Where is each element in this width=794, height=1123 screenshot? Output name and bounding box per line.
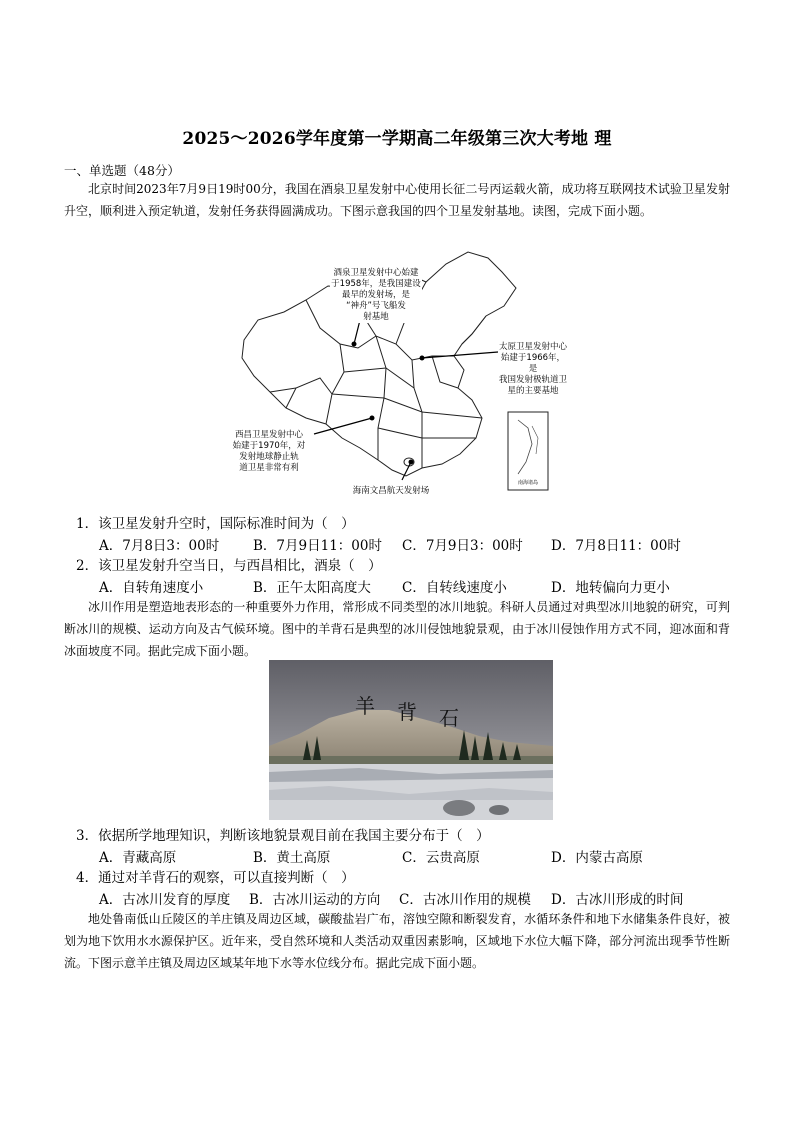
q1-option-c[interactable]: C．7月9日3：00时 bbox=[402, 538, 523, 554]
label-jiuquan: 酒泉卫星发射中心始建 于1958年，是我国建设 最早的发射场，是 “神舟”号飞船发 射基地 bbox=[331, 268, 421, 322]
q1-option-b[interactable]: B．7月9日11：00时 bbox=[253, 538, 382, 554]
q1-option-d[interactable]: D．7月8日11：00时 bbox=[551, 538, 681, 554]
photo-caption-char-1: 羊 bbox=[355, 694, 375, 718]
q4-option-d[interactable]: D．古冰川形成的时间 bbox=[551, 892, 684, 908]
photo-caption-char-2: 背 bbox=[397, 700, 417, 724]
roche-moutonnee-photo bbox=[269, 660, 553, 820]
question-4-stem: 4．通过对羊背石的观察，可以直接判断（ ） bbox=[76, 870, 355, 886]
question-2-stem: 2．该卫星发射升空当日，与西昌相比，酒泉（ ） bbox=[76, 558, 382, 574]
inset-caption: 南海诸岛 bbox=[517, 480, 538, 486]
label-wenchang: 海南文昌航天发射场 bbox=[352, 486, 430, 496]
q4-option-a[interactable]: A．古冰川发育的厚度 bbox=[99, 892, 231, 908]
q2-option-c[interactable]: C．自转线速度小 bbox=[402, 580, 507, 596]
q3-option-d[interactable]: D．内蒙古高原 bbox=[551, 850, 643, 866]
label-taiyuan: 太原卫星发射中心 始建于1966年，是 我国发射极轨道卫 星的主要基地 bbox=[498, 342, 567, 396]
question-1-stem: 1．该卫星发射升空时，国际标准时间为（ ） bbox=[76, 516, 355, 532]
q3-option-a[interactable]: A．青藏高原 bbox=[99, 850, 177, 866]
passage-glacier: 冰川作用是塑造地表形态的一种重要外力作用，常形成不同类型的冰川地貌。科研人员通过对典型冰川地貌的研究，可判断冰川的规模、运动方向及古气候环境。图中的羊背石是典型的冰川侵蚀地貌景观，由于冰川侵蚀作用方式不同，迎冰面和背冰面坡度不同。据此完成下面小题。 bbox=[64, 600, 730, 658]
q4-option-c[interactable]: C．古冰川作用的规模 bbox=[399, 892, 531, 908]
passage-satellite: 北京时间2023年7月9日19时00分，我国在酒泉卫星发射中心使用长征二号丙运载火箭，成功将互联网技术试验卫星发射升空，顺利进入预定轨道，发射任务获得圆满成功。下图示意我国的四个卫星发射基地。读图，完成下面小题。 bbox=[64, 182, 730, 218]
section-heading: 一、单选题（48分） bbox=[64, 163, 180, 178]
q2-option-d[interactable]: D．地转偏向力更小 bbox=[551, 580, 670, 596]
question-3-stem: 3．依据所学地理知识，判断该地貌景观目前在我国主要分布于（ ） bbox=[76, 828, 490, 844]
passage-groundwater: 地处鲁南低山丘陵区的羊庄镇及周边区域，碳酸盐岩广布，溶蚀空隙和断裂发育，水循环条件和地下水储集条件良好，被划为地下饮用水水源保护区。近年来，受自然环境和人类活动双重因素影响，区域地下水位大幅下降，部分河流出现季节性断流。下图示意羊庄镇及周边区域某年地下水等水位线分布。据此完成下面小题。 bbox=[64, 912, 730, 970]
q2-option-b[interactable]: B．正午太阳高度大 bbox=[253, 580, 371, 596]
photo-illustration bbox=[269, 660, 553, 820]
q1-option-a[interactable]: A．7月8日3：00时 bbox=[99, 538, 220, 554]
exam-title: 2025～2026学年度第一学期高二年级第三次大考地 理 bbox=[182, 129, 612, 149]
photo-caption-char-3: 石 bbox=[439, 706, 459, 730]
label-xichang: 西昌卫星发射中心 始建于1970年，对 发射地球静止轨 道卫星非常有利 bbox=[226, 430, 312, 474]
china-launch-sites-map bbox=[232, 248, 567, 502]
q4-option-b[interactable]: B．古冰川运动的方向 bbox=[249, 892, 381, 908]
q2-option-a[interactable]: A．自转角速度小 bbox=[99, 580, 204, 596]
q3-option-b[interactable]: B．黄土高原 bbox=[253, 850, 331, 866]
q3-option-c[interactable]: C．云贵高原 bbox=[402, 850, 480, 866]
